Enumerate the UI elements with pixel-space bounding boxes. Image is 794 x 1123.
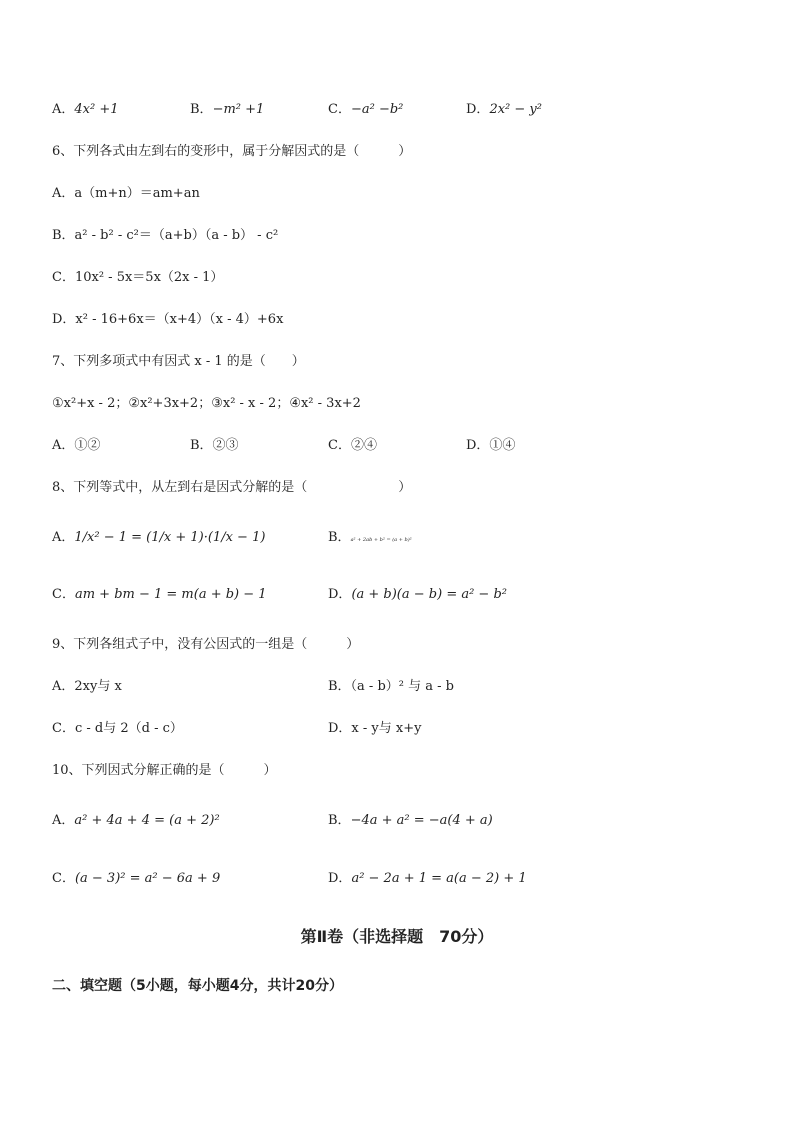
- q7-options-row: [52, 436, 752, 456]
- q5-option-d: D．2x² − y²: [466, 102, 542, 117]
- q8-stem: 8、下列等式中，从左到右是因式分解的是（ ）: [52, 480, 412, 495]
- q8-row-ab: [52, 528, 752, 548]
- q8-option-b: B．a² + 2ab + b² = (a + b)²: [328, 530, 412, 545]
- q9-row-cd: [52, 719, 752, 739]
- section2-title: 二、填空题（5小题，每小题4分，共计20分）: [52, 978, 343, 994]
- q6-option-b: B．a² - b² - c²＝（a+b）（a - b） - c²: [52, 228, 279, 243]
- q7-option-d: D．①④: [466, 438, 516, 453]
- q8-option-c: C．am + bm − 1 = m(a + b) − 1: [52, 587, 267, 602]
- q7-stem: 7、下列多项式中有因式 x - 1 的是（ ）: [52, 354, 305, 369]
- q6-option-d: D．x² - 16+6x＝（x+4）（x - 4）+6x: [52, 312, 284, 327]
- q10-stem: 10、下列因式分解正确的是（ ）: [52, 763, 277, 778]
- part2-title: 第Ⅱ卷（非选择题 70分）: [300, 927, 494, 946]
- q5-option-c: C．−a² −b²: [328, 102, 404, 117]
- q5-option-b: B．−m² +1: [190, 102, 265, 117]
- q5-option-a: A．4x² +1: [52, 102, 119, 117]
- q9-row-ab: [52, 677, 752, 697]
- q10-option-c: C．(a − 3)² = a² − 6a + 9: [52, 871, 221, 886]
- q8-option-a: A．1/x² − 1 = (1/x + 1)·(1/x − 1): [52, 530, 266, 545]
- q7-option-b: B．②③: [190, 438, 239, 453]
- q7-option-a: A．①②: [52, 438, 101, 453]
- q6-stem: 6、下列各式由左到右的变形中，属于分解因式的是（ ）: [52, 144, 412, 159]
- q8-option-d: D．(a + b)(a − b) = a² − b²: [328, 587, 507, 602]
- q10-option-a: A．a² + 4a + 4 = (a + 2)²: [52, 813, 220, 828]
- q10-row-cd: [52, 869, 752, 889]
- q6-option-c: C．10x² - 5x＝5x（2x - 1）: [52, 270, 224, 285]
- q7-option-c: C．②④: [328, 438, 377, 453]
- q6-option-a: A．a（m+n）＝am+an: [52, 186, 200, 201]
- q10-option-b: B．−4a + a² = −a(4 + a): [328, 813, 493, 828]
- q9-stem: 9、下列各组式子中，没有公因式的一组是（ ）: [52, 637, 360, 652]
- q5-options-row: [52, 100, 752, 120]
- q8-row-cd: [52, 585, 752, 605]
- q9-option-c: C．c - d与 2（d - c）: [52, 721, 183, 736]
- q9-option-d: D．x - y与 x+y: [328, 721, 422, 736]
- q10-option-d: D．a² − 2a + 1 = a(a − 2) + 1: [328, 871, 527, 886]
- q9-option-a: A．2xy与 x: [52, 679, 122, 694]
- q10-row-ab: [52, 811, 752, 831]
- q9-option-b: B．（a - b）² 与 a - b: [328, 679, 454, 694]
- q7-items: ①x²+x - 2；②x²+3x+2；③x² - x - 2；④x² - 3x+2: [52, 396, 361, 411]
